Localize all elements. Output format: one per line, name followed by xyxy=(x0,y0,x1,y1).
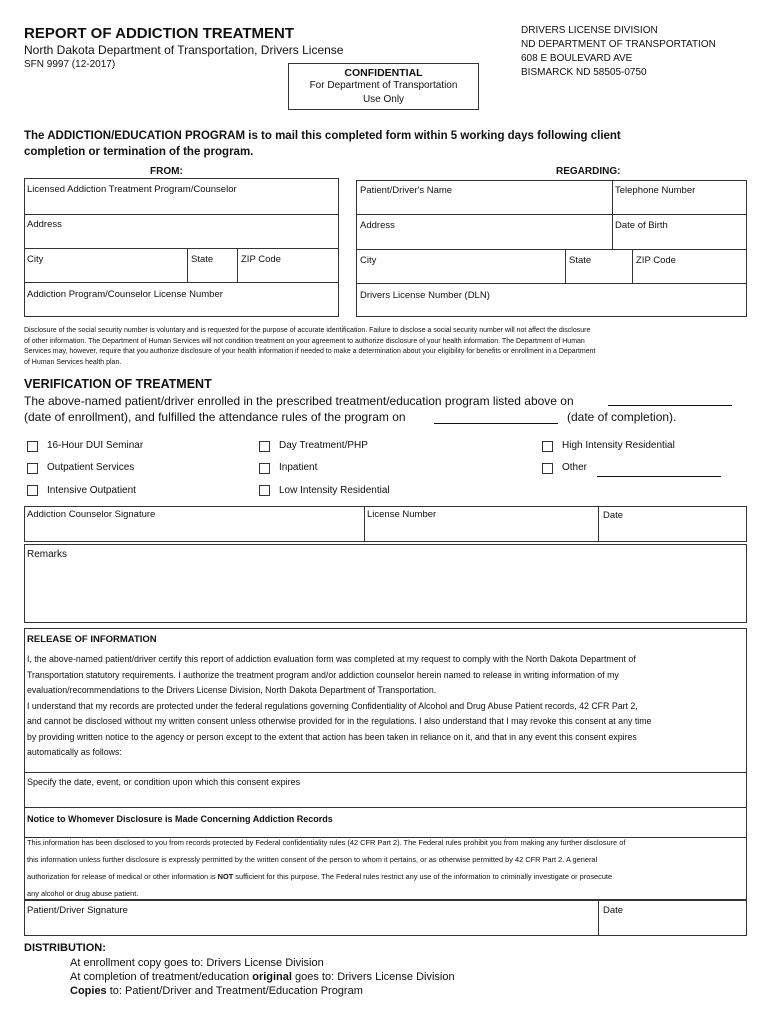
telephone-field[interactable]: Telephone Number xyxy=(615,185,696,196)
counselor-date-field[interactable]: Date xyxy=(603,510,624,521)
disclosure-line: Disclosure of the social security number is voluntary and is requested for the purpose of accurate identification. Failure to disclose a social security number will not affect the disclosure xyxy=(24,327,591,334)
distribution-line2-start: At completion of treatment/education xyxy=(70,971,253,983)
enrollment-date-line[interactable] xyxy=(608,405,732,406)
distribution-line2-end: goes to: Drivers License Division xyxy=(291,971,455,983)
confidential-title: CONFIDENTIAL xyxy=(344,67,423,79)
patient-signature-row xyxy=(24,900,747,936)
distribution-heading: DISTRIBUTION: xyxy=(24,942,106,954)
other-checkbox[interactable] xyxy=(542,463,553,474)
remarks-box[interactable] xyxy=(24,544,747,623)
completion-date-line[interactable] xyxy=(434,423,558,424)
release-line: I, the above-named patient/driver certify this report of addiction evaluation form was completed at my request to comply with the North Dakota Department of xyxy=(27,654,636,664)
inpatient-checkbox[interactable] xyxy=(259,463,270,474)
release-line: Transportation statutory requirements. I authorize the treatment program and/or addiction counselor herein named to release in writing information of my xyxy=(27,669,619,680)
from-zip-field[interactable]: ZIP Code xyxy=(241,254,281,265)
division-address xyxy=(521,24,716,80)
notice-line: any alcohol or drug abuse patient. xyxy=(27,889,139,898)
license-number-field[interactable]: License Number xyxy=(367,509,437,520)
day-treatment-checkbox[interactable] xyxy=(259,441,270,452)
intensive-outpatient-label: Intensive Outpatient xyxy=(47,485,136,496)
confidential-box xyxy=(288,63,479,110)
distribution-line3-end: to: Patient/Driver and Treatment/Education Program xyxy=(106,985,363,997)
verification-line2: (date of enrollment), and fulfilled the attendance rules of the program on xyxy=(24,410,406,424)
patient-address-field[interactable]: Address xyxy=(360,220,395,231)
patient-date-field[interactable]: Date xyxy=(603,905,624,916)
inpatient-label: Inpatient xyxy=(279,462,318,473)
outpatient-label: Outpatient Services xyxy=(47,462,135,473)
release-line: I understand that my records are protected under the federal regulations governing Confidentiality of Alcohol and Drug Abuse Patient records, 42 CFR Part 2, xyxy=(27,700,638,711)
notice-heading: Notice to Whomever Disclosure is Made Concerning Addiction Records xyxy=(27,814,333,824)
patient-city-field[interactable]: City xyxy=(360,255,377,266)
verification-line2-end: (date of completion). xyxy=(567,410,677,424)
verification-heading: VERIFICATION OF TREATMENT xyxy=(24,377,212,391)
distribution-line1: At enrollment copy goes to: Drivers License Division xyxy=(70,957,324,969)
low-intensity-label: Low Intensity Residential xyxy=(279,485,390,496)
regarding-heading: REGARDING: xyxy=(556,166,621,177)
outpatient-checkbox[interactable] xyxy=(27,463,38,474)
consent-expiration-field[interactable]: Specify the date, event, or condition upon which this consent expires xyxy=(27,777,301,787)
release-line: by providing written notice to the agency or person except to the extent that action has been taken in reliance on it, and that in any event this consent expires xyxy=(27,731,637,742)
from-address-field[interactable]: Address xyxy=(27,219,62,230)
disclosure-line: Services may, however, require that you authorize disclosure of your health information if needed to make a determination about your eligibility for benefits or enrollment in a Department xyxy=(24,348,596,355)
confidential-line2: Use Only xyxy=(362,94,405,105)
address-line: DRIVERS LICENSE DIVISION xyxy=(521,25,658,36)
other-label: Other xyxy=(562,462,588,473)
dui-seminar-label: 16-Hour DUI Seminar xyxy=(47,440,144,451)
confidential-line1: For Department of Transportation xyxy=(309,80,458,91)
release-heading: RELEASE OF INFORMATION xyxy=(27,634,157,645)
notice-line3-start: authorization for release of medical or other information is xyxy=(27,872,218,881)
patient-zip-field[interactable]: ZIP Code xyxy=(636,255,676,266)
intensive-outpatient-checkbox[interactable] xyxy=(27,485,38,496)
release-line: automatically as follows: xyxy=(27,747,122,757)
department-name: North Dakota Department of Transportation, Drivers License xyxy=(24,43,344,57)
notice-line: this information unless further disclosure is expressly permitted by the written consent of the person to whom it pertains, or as otherwise permitted by 42 CFR Part 2. A general xyxy=(27,855,598,864)
dln-field[interactable]: Drivers License Number (DLN) xyxy=(360,290,490,301)
release-text xyxy=(27,652,745,761)
patient-signature-field[interactable]: Patient/Driver Signature xyxy=(27,905,128,916)
form-number: SFN 9997 (12-2017) xyxy=(24,59,116,70)
distribution-copies: Copies xyxy=(70,985,107,997)
patient-state-field[interactable]: State xyxy=(569,255,592,266)
low-intensity-checkbox[interactable] xyxy=(259,485,270,496)
distribution-line2 xyxy=(70,971,455,983)
notice-not-emphasis: NOT xyxy=(217,872,234,881)
instructions-line2: completion or termination of the program. xyxy=(24,146,254,158)
instructions-line1: The ADDICTION/EDUCATION PROGRAM is to mail this completed form within 5 working days following client xyxy=(24,130,621,142)
counselor-license-number-field[interactable]: Addiction Program/Counselor License Number xyxy=(27,289,223,300)
high-intensity-label: High Intensity Residential xyxy=(562,440,675,451)
high-intensity-checkbox[interactable] xyxy=(542,441,553,452)
ssn-disclosure xyxy=(24,326,749,368)
address-line: 608 E BOULEVARD AVE xyxy=(521,53,633,64)
date-of-birth-field[interactable]: Date of Birth xyxy=(615,220,668,231)
patient-name-field[interactable]: Patient/Driver's Name xyxy=(360,185,453,196)
release-line: evaluation/recommendations to the Drivers License Division, North Dakota Department of Transportation. xyxy=(27,685,437,695)
dui-seminar-checkbox[interactable] xyxy=(27,441,38,452)
disclosure-line: of other information. The Department of Human Services will not condition treatment on your agreement to authorize disclosure of your health information. The Department of Human xyxy=(24,337,585,345)
disclosure-line: of Human Services health plan. xyxy=(24,358,122,366)
from-city-field[interactable]: City xyxy=(27,254,44,265)
notice-line3-end: sufficient for this purpose. The Federal rules restrict any use of the information to criminally investigate or prosecute xyxy=(233,872,613,881)
counselor-signature-field[interactable]: Addiction Counselor Signature xyxy=(27,509,156,520)
from-heading: FROM: xyxy=(150,166,183,177)
other-specify-line[interactable] xyxy=(597,476,721,477)
distribution-line3 xyxy=(70,985,363,997)
notice-line: This information has been disclosed to you from records protected by Federal confidentiality rules (42 CFR Part 2). The Federal rules prohibit you from making any further disclosure of xyxy=(27,838,626,847)
day-treatment-label: Day Treatment/PHP xyxy=(279,440,368,451)
verification-line1: The above-named patient/driver enrolled in the prescribed treatment/education program listed above on xyxy=(24,394,574,408)
address-line: ND DEPARTMENT OF TRANSPORTATION xyxy=(521,39,716,50)
from-state-field[interactable]: State xyxy=(191,254,214,265)
remarks-label: Remarks xyxy=(27,549,68,560)
release-line: and cannot be disclosed without my written consent unless otherwise provided for in the regulations. I also understand that I may revoke this consent at any time xyxy=(27,716,652,726)
program-counselor-field[interactable]: Licensed Addiction Treatment Program/Counselor xyxy=(27,184,237,195)
form-title: REPORT OF ADDICTION TREATMENT xyxy=(24,25,294,42)
notice-box xyxy=(24,806,747,900)
address-line: BISMARCK ND 58505-0750 xyxy=(521,67,647,78)
distribution-original: original xyxy=(252,971,292,983)
